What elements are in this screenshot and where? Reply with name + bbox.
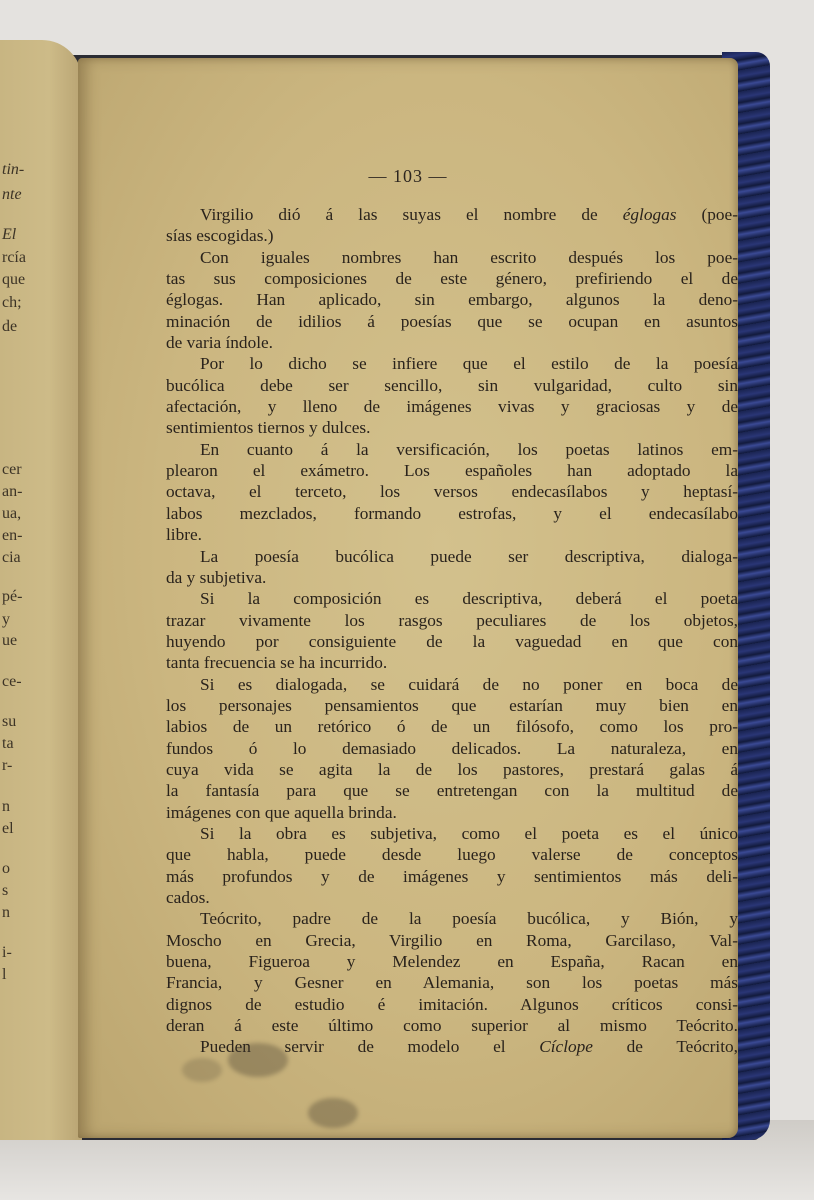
text-line — [166, 588, 738, 609]
left-page-fragment: de — [2, 318, 18, 335]
text-line — [166, 481, 738, 502]
text-line — [166, 738, 738, 759]
text-line — [166, 823, 738, 844]
text-line — [166, 994, 738, 1015]
text-run: buena, Figueroa y Melendez en España, Racan en — [166, 952, 738, 972]
text-run: afectación, y lleno de imágenes vivas y graciosas y de — [166, 397, 738, 417]
left-page-fragment: el — [2, 820, 14, 837]
left-page-fragment: ch; — [2, 294, 22, 311]
text-run: huyendo por consiguiente de la vaguedad en que con — [166, 631, 738, 651]
text-line — [166, 503, 738, 524]
text-line — [166, 887, 738, 908]
left-page-fragment: n — [2, 798, 10, 815]
text-line — [166, 866, 738, 887]
page-number: — 103 — — [368, 166, 448, 186]
left-page-fragment: ce- — [2, 673, 22, 690]
text-line — [166, 460, 738, 481]
ink-smudge — [182, 1058, 222, 1082]
text-run: libre. — [166, 525, 202, 545]
left-page-fragment: an- — [2, 483, 23, 500]
text-line — [166, 311, 738, 332]
text-line — [166, 332, 738, 353]
text-line — [166, 951, 738, 972]
text-line — [166, 802, 738, 823]
text-run: Si es dialogada, se cuidará de no poner en boca de — [200, 674, 738, 694]
text-line — [166, 844, 738, 865]
text-run: trazar vivamente los rasgos peculiares de los objetos, — [166, 610, 738, 630]
left-page-fragment: nte — [2, 186, 22, 203]
text-run: labios de un retórico ó de un filósofo, como los pro- — [166, 717, 738, 737]
left-page-fragment: pé- — [2, 588, 23, 605]
text-run: En cuanto á la versificación, los poetas latinos em- — [200, 439, 738, 459]
text-line — [166, 652, 738, 673]
left-page-fragment: y — [2, 611, 10, 628]
text-line — [166, 204, 738, 225]
text-run: deran á este último como superior al mismo Teócrito. — [166, 1016, 738, 1036]
text-line — [166, 1015, 738, 1036]
text-run: Por lo dicho se infiere que el estilo de la poesía — [200, 354, 738, 374]
left-page-fragment: tin- — [2, 161, 25, 178]
left-page-fragment: r- — [2, 757, 13, 774]
left-page-fragment: rcía — [2, 249, 26, 266]
text-run: de Teócrito, — [592, 1037, 738, 1057]
text-run: más profundos y de imágenes y sentimientos más deli- — [166, 866, 738, 886]
text-line — [166, 930, 738, 951]
text-run: cados. — [166, 888, 210, 907]
text-line — [166, 225, 738, 246]
text-run: tas sus composiciones de este género, prefiriendo el de — [166, 269, 738, 289]
italic-word: Cíclope — [539, 1037, 593, 1057]
left-page-fragment: ua, — [2, 505, 22, 522]
page-body-text — [166, 204, 738, 1058]
text-run: Con iguales nombres han escrito después los poe- — [200, 247, 738, 267]
text-run: cuya vida se agita la de los pastores, prestará galas á — [166, 759, 738, 779]
text-run: plearon el exámetro. Los españoles han adoptado la — [166, 461, 738, 481]
italic-word: églogas — [622, 205, 677, 224]
text-run: églogas. Han aplicado, sin embargo, algunos la deno- — [166, 290, 738, 310]
text-run: bucólica debe ser sencillo, sin vulgaridad, culto sin — [166, 375, 738, 395]
text-run: Virgilio dió á las suyas el nombre de — [200, 205, 623, 224]
text-line — [166, 353, 738, 374]
left-page-fragment: El — [2, 226, 17, 243]
text-run: labos mezclados, formando estrofas, y el endecasílabo — [166, 503, 738, 523]
text-line — [166, 396, 738, 417]
text-line — [166, 567, 738, 588]
text-run: fundos ó lo demasiado delicados. La naturaleza, en — [166, 738, 738, 758]
text-run: la fantasía para que se entretengan con la multitud de — [166, 781, 738, 801]
text-line — [166, 289, 738, 310]
text-run: sías escogidas.) — [166, 226, 274, 246]
text-run: imágenes con que aquella brinda. — [166, 802, 397, 822]
text-run: sentimientos tiernos y dulces. — [166, 418, 371, 438]
text-line — [166, 247, 738, 268]
text-line — [166, 674, 738, 695]
left-page-fragment: ue — [2, 632, 18, 649]
book-page — [78, 58, 738, 1138]
left-facing-page — [0, 40, 82, 1140]
left-page-fragment: ta — [2, 735, 14, 752]
text-run: La poesía bucólica puede ser descriptiva, dialoga- — [200, 546, 738, 566]
text-run: de varia índole. — [166, 333, 274, 353]
text-line — [166, 908, 738, 929]
text-run: que habla, puede desde luego valerse de conceptos — [166, 845, 738, 865]
text-line — [166, 546, 738, 567]
text-run: Teócrito, padre de la poesía bucólica, y Bión, y — [200, 909, 738, 929]
text-line — [166, 759, 738, 780]
text-line — [166, 375, 738, 396]
text-line — [166, 695, 738, 716]
left-page-fragment: i- — [2, 944, 12, 961]
left-page-fragment: en- — [2, 527, 23, 544]
text-run: tanta frecuencia se ha incurrido. — [166, 653, 388, 673]
text-line — [166, 610, 738, 631]
left-page-fragment: que — [2, 271, 26, 288]
text-line — [166, 524, 738, 545]
text-run: octava, el terceto, los versos endecasílabos y heptasí- — [166, 482, 738, 502]
text-run: Si la obra es subjetiva, como el poeta es el único — [200, 823, 738, 843]
text-line — [166, 268, 738, 289]
text-line — [166, 417, 738, 438]
left-page-fragment: su — [2, 713, 17, 730]
left-page-fragment: cer — [2, 461, 22, 478]
text-run: Pueden servir de modelo el — [200, 1037, 540, 1057]
text-line — [166, 972, 738, 993]
left-page-fragment: s — [2, 882, 9, 899]
text-run: los personajes pensamientos que estarían muy bien en — [166, 695, 738, 715]
ink-smudge — [228, 1043, 288, 1077]
ink-smudge — [308, 1098, 358, 1128]
left-page-fragment: n — [2, 904, 10, 921]
left-page-fragment: l — [2, 966, 7, 983]
text-run: Moscho en Grecia, Virgilio en Roma, Garcilaso, Val- — [166, 930, 738, 950]
text-line — [166, 631, 738, 652]
text-line — [166, 780, 738, 801]
left-page-fragment: o — [2, 860, 10, 877]
text-run: Si la composición es descriptiva, deberá el poeta — [200, 589, 738, 609]
text-run: Francia, y Gesner en Alemania, son los poetas más — [166, 973, 738, 993]
text-run: da y subjetiva. — [166, 567, 267, 587]
left-page-fragment: cia — [2, 549, 21, 566]
text-run: (poe- — [676, 205, 738, 224]
text-run: minación de idilios á poesías que se ocupan en asuntos — [166, 311, 738, 331]
text-line — [166, 716, 738, 737]
text-run: dignos de estudio é imitación. Algunos críticos consi- — [166, 994, 738, 1014]
text-line — [166, 439, 738, 460]
